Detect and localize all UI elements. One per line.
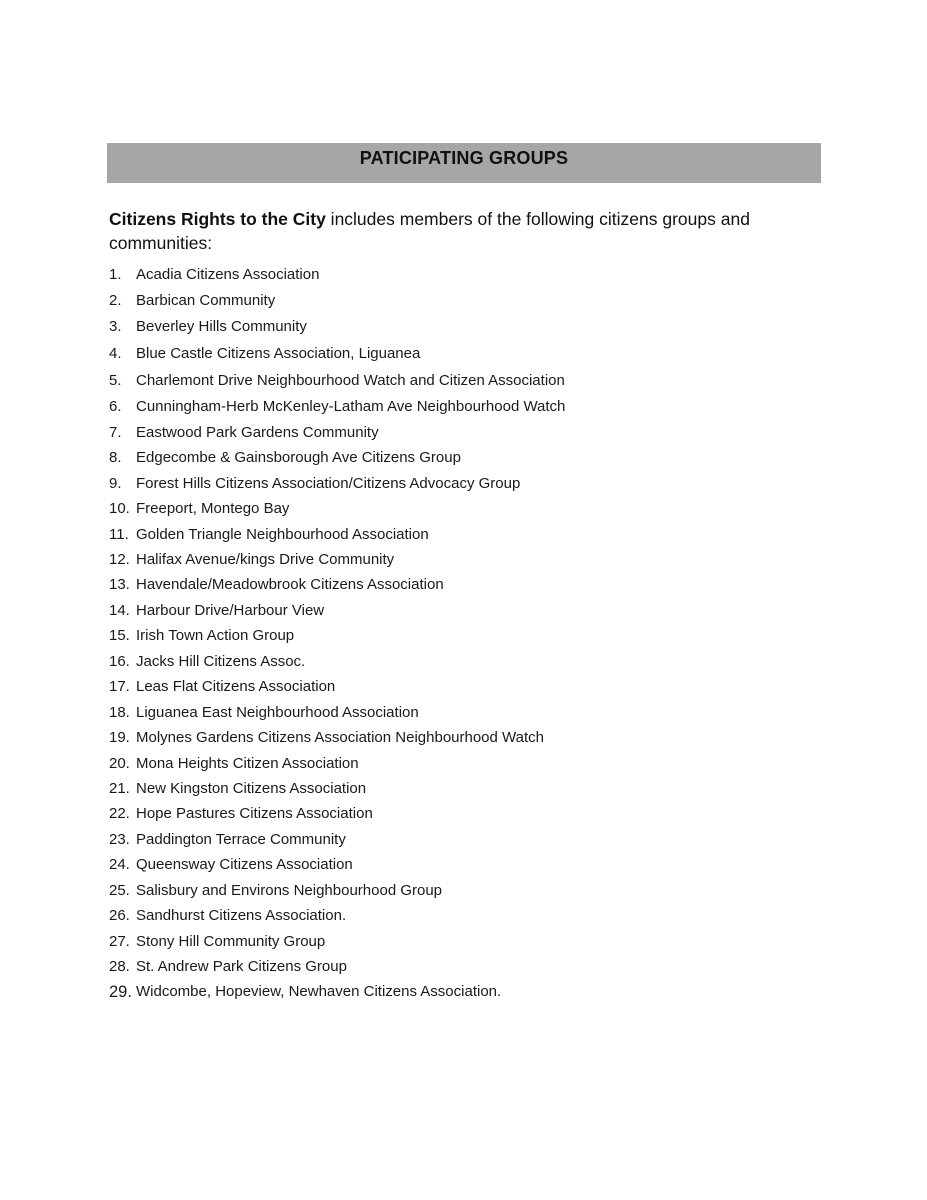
intro-text: includes members of the following citizens groups and communities: <box>109 209 750 253</box>
list-item-name: Hope Pastures Citizens Association <box>136 805 373 822</box>
list-item <box>109 780 366 797</box>
list-item-name: Liguanea East Neighbourhood Association <box>136 704 419 721</box>
list-item-name: Edgecombe & Gainsborough Ave Citizens Group <box>136 449 461 466</box>
list-item <box>109 500 289 517</box>
list-item-name: Charlemont Drive Neighbourhood Watch and Citizen Association <box>136 372 565 389</box>
list-item-name: Harbour Drive/Harbour View <box>136 602 325 619</box>
list-item-number: 25. <box>109 882 130 899</box>
list-item-name: Queensway Citizens Association <box>136 856 353 873</box>
list-item <box>109 292 275 309</box>
list-item-name: Sandhurst Citizens Association. <box>136 907 347 924</box>
list-item-number: 21. <box>109 780 130 797</box>
list-item <box>109 856 353 873</box>
list-item-number: 10. <box>109 500 130 517</box>
list-item-name: Freeport, Montego Bay <box>136 500 290 517</box>
list-item-name: Leas Flat Citizens Association <box>136 678 336 695</box>
list-item-number: 26. <box>109 907 130 924</box>
list-item-name: Widcombe, Hopeview, Newhaven Citizens Association. <box>136 983 502 1000</box>
list-item-number: 19. <box>109 729 130 746</box>
list-item-name: St. Andrew Park Citizens Group <box>136 958 347 975</box>
list-item-name: Irish Town Action Group <box>136 627 295 644</box>
list-item-number: 4. <box>109 345 122 362</box>
list-item-name: Beverley Hills Community <box>136 318 307 335</box>
list-item <box>109 345 420 362</box>
list-item-name: Halifax Avenue/kings Drive Community <box>136 551 395 568</box>
list-item-number: 15. <box>109 627 130 644</box>
list-item-name: Molynes Gardens Citizens Association Neighbourhood Watch <box>136 729 544 746</box>
list-item-name: Cunningham-Herb McKenley-Latham Ave Neighbourhood Watch <box>136 398 566 415</box>
list-item <box>109 678 335 695</box>
list-item-number: 7. <box>109 424 122 441</box>
group-list <box>109 266 789 1006</box>
list-item-number: 24. <box>109 856 130 873</box>
list-item-number: 12. <box>109 551 130 568</box>
list-item-number: 13. <box>109 576 130 593</box>
list-item <box>109 831 346 848</box>
list-item <box>109 907 346 924</box>
intro-bold-text: Citizens Rights to the City <box>109 209 326 229</box>
list-item-number: 29. <box>109 983 132 1001</box>
list-item-number: 27. <box>109 933 130 950</box>
list-item-number: 18. <box>109 704 130 721</box>
list-item <box>109 704 419 721</box>
list-item <box>109 526 429 543</box>
list-item-number: 6. <box>109 398 122 415</box>
list-item <box>109 372 565 389</box>
list-item-name: Acadia Citizens Association <box>136 266 320 283</box>
list-item <box>109 755 359 772</box>
list-item <box>109 398 565 415</box>
list-item-name: Mona Heights Citizen Association <box>136 755 359 772</box>
list-item-number: 23. <box>109 831 130 848</box>
list-item-name: Blue Castle Citizens Association, Liguanea <box>136 345 421 362</box>
list-item <box>109 318 307 335</box>
list-item <box>109 576 444 593</box>
list-item-name: Salisbury and Environs Neighbourhood Group <box>136 882 443 899</box>
list-item-number: 1. <box>109 266 122 283</box>
list-item-number: 8. <box>109 449 122 466</box>
list-item-number: 22. <box>109 805 130 822</box>
list-item <box>109 449 461 466</box>
list-item-number: 28. <box>109 958 130 975</box>
list-item <box>109 475 520 492</box>
list-item-name: Jacks Hill Citizens Assoc. <box>136 653 306 670</box>
list-item-number: 17. <box>109 678 130 695</box>
list-item-number: 2. <box>109 292 122 309</box>
list-item-name: Paddington Terrace Community <box>136 831 346 848</box>
list-item-number: 11. <box>109 526 129 543</box>
list-item <box>109 627 294 644</box>
list-item-number: 20. <box>109 755 130 772</box>
list-item <box>109 805 373 822</box>
list-item <box>109 424 379 441</box>
list-item-name: Forest Hills Citizens Association/Citizens Advocacy Group <box>136 475 521 492</box>
page-title: PATICIPATING GROUPS <box>359 148 569 168</box>
list-item <box>109 882 442 899</box>
list-item <box>109 729 544 746</box>
list-item-name: New Kingston Citizens Association <box>136 780 367 797</box>
list-item <box>109 551 394 568</box>
list-item <box>109 653 305 670</box>
list-item-number: 3. <box>109 318 122 335</box>
list-item <box>109 602 324 619</box>
list-item-number: 9. <box>109 475 122 492</box>
list-item-name: Stony Hill Community Group <box>136 933 326 950</box>
list-item-number: 5. <box>109 372 122 389</box>
list-item <box>109 933 325 950</box>
list-item <box>109 958 347 975</box>
list-item <box>109 983 501 1002</box>
intro-paragraph <box>109 207 769 255</box>
list-item <box>109 266 319 283</box>
title-bar <box>107 143 821 183</box>
list-item-name: Barbican Community <box>136 292 276 309</box>
list-item-number: 16. <box>109 653 130 670</box>
list-item-number: 14. <box>109 602 130 619</box>
list-item-name: Eastwood Park Gardens Community <box>136 424 379 441</box>
list-item-name: Golden Triangle Neighbourhood Association <box>136 526 429 543</box>
list-item-name: Havendale/Meadowbrook Citizens Association <box>136 576 444 593</box>
